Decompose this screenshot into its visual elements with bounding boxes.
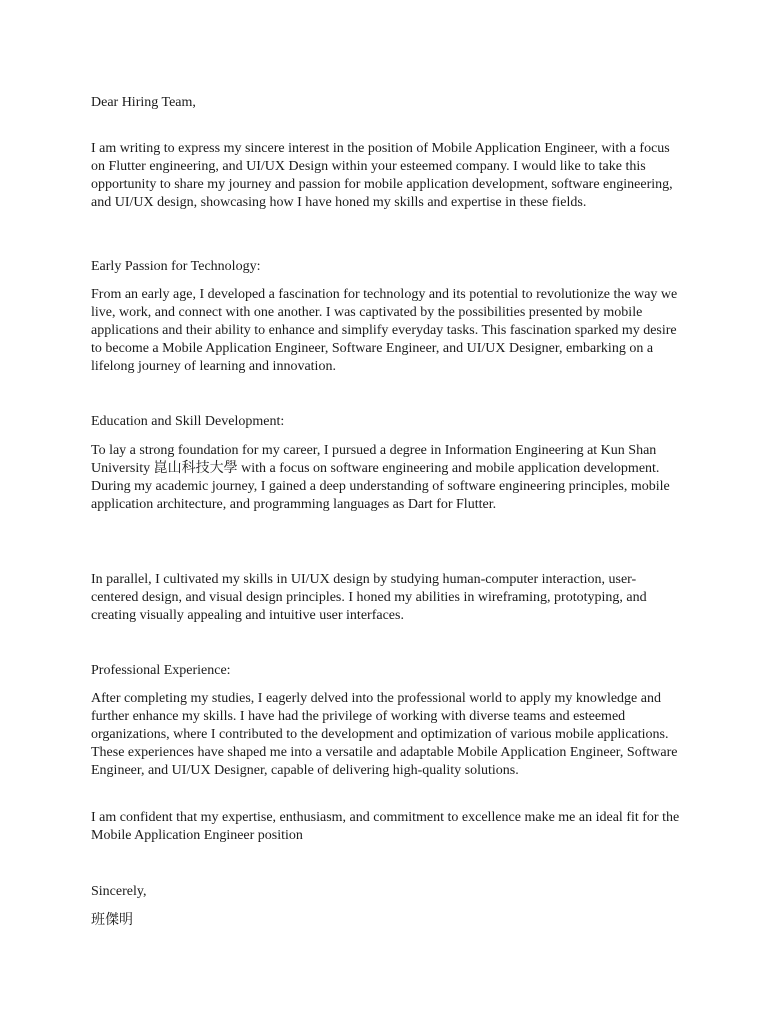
paragraph-education: To lay a strong foundation for my career, I pursued a degree in Information Engineering at Kun Shan University 崑山科技大學 with a focus on software engineering and mobile application development. During my academic journey, I gained a deep understanding of software engineering principles, mobile application architecture, and programming languages as Dart for Flutter. bbox=[91, 443, 670, 512]
section-heading-professional-experience: Professional Experience: bbox=[91, 663, 231, 678]
salutation: Dear Hiring Team, bbox=[91, 95, 196, 110]
closing: Sincerely, bbox=[91, 884, 147, 899]
signature: 班傑明 bbox=[91, 913, 133, 928]
paragraph-ui-ux-skills: In parallel, I cultivated my skills in UI/UX design by studying human-computer interaction, user-centered design, and visual design principles. I honed my abilities in wireframing, prototyping, and creating visually appealing and intuitive user interfaces. bbox=[91, 572, 647, 623]
paragraph-early-passion: From an early age, I developed a fascination for technology and its potential to revolutionize the way we live, work, and connect with one another. I was captivated by the possibilities presented by mobile applications and their ability to enhance and simplify everyday tasks. This fascination sparked my desire to become a Mobile Application Engineer, Software Engineer, and UI/UX Designer, embarking on a lifelong journey of learning and innovation. bbox=[91, 287, 678, 374]
paragraph-confidence: I am confident that my expertise, enthusiasm, and commitment to excellence make me an ideal fit for the Mobile Application Engineer position bbox=[91, 810, 680, 843]
section-heading-education: Education and Skill Development: bbox=[91, 414, 285, 429]
section-heading-early-passion: Early Passion for Technology: bbox=[91, 259, 261, 274]
paragraph-professional-experience: After completing my studies, I eagerly delved into the professional world to apply my knowledge and further enhance my skills. I have had the privilege of working with diverse teams and esteemed organizations, where I contributed to the development and optimization of various mobile applications. These experiences have shaped me into a versatile and adaptable Mobile Application Engineer, Software Engineer, and UI/UX Designer, capable of delivering high-quality solutions. bbox=[91, 691, 678, 778]
intro-paragraph: I am writing to express my sincere interest in the position of Mobile Application Engineer, with a focus on Flutter engineering, and UI/UX Design within your esteemed company. I would like to take this opportunity to share my journey and passion for mobile application development, software engineering, and UI/UX design, showcasing how I have honed my skills and expertise in these fields. bbox=[91, 141, 673, 210]
